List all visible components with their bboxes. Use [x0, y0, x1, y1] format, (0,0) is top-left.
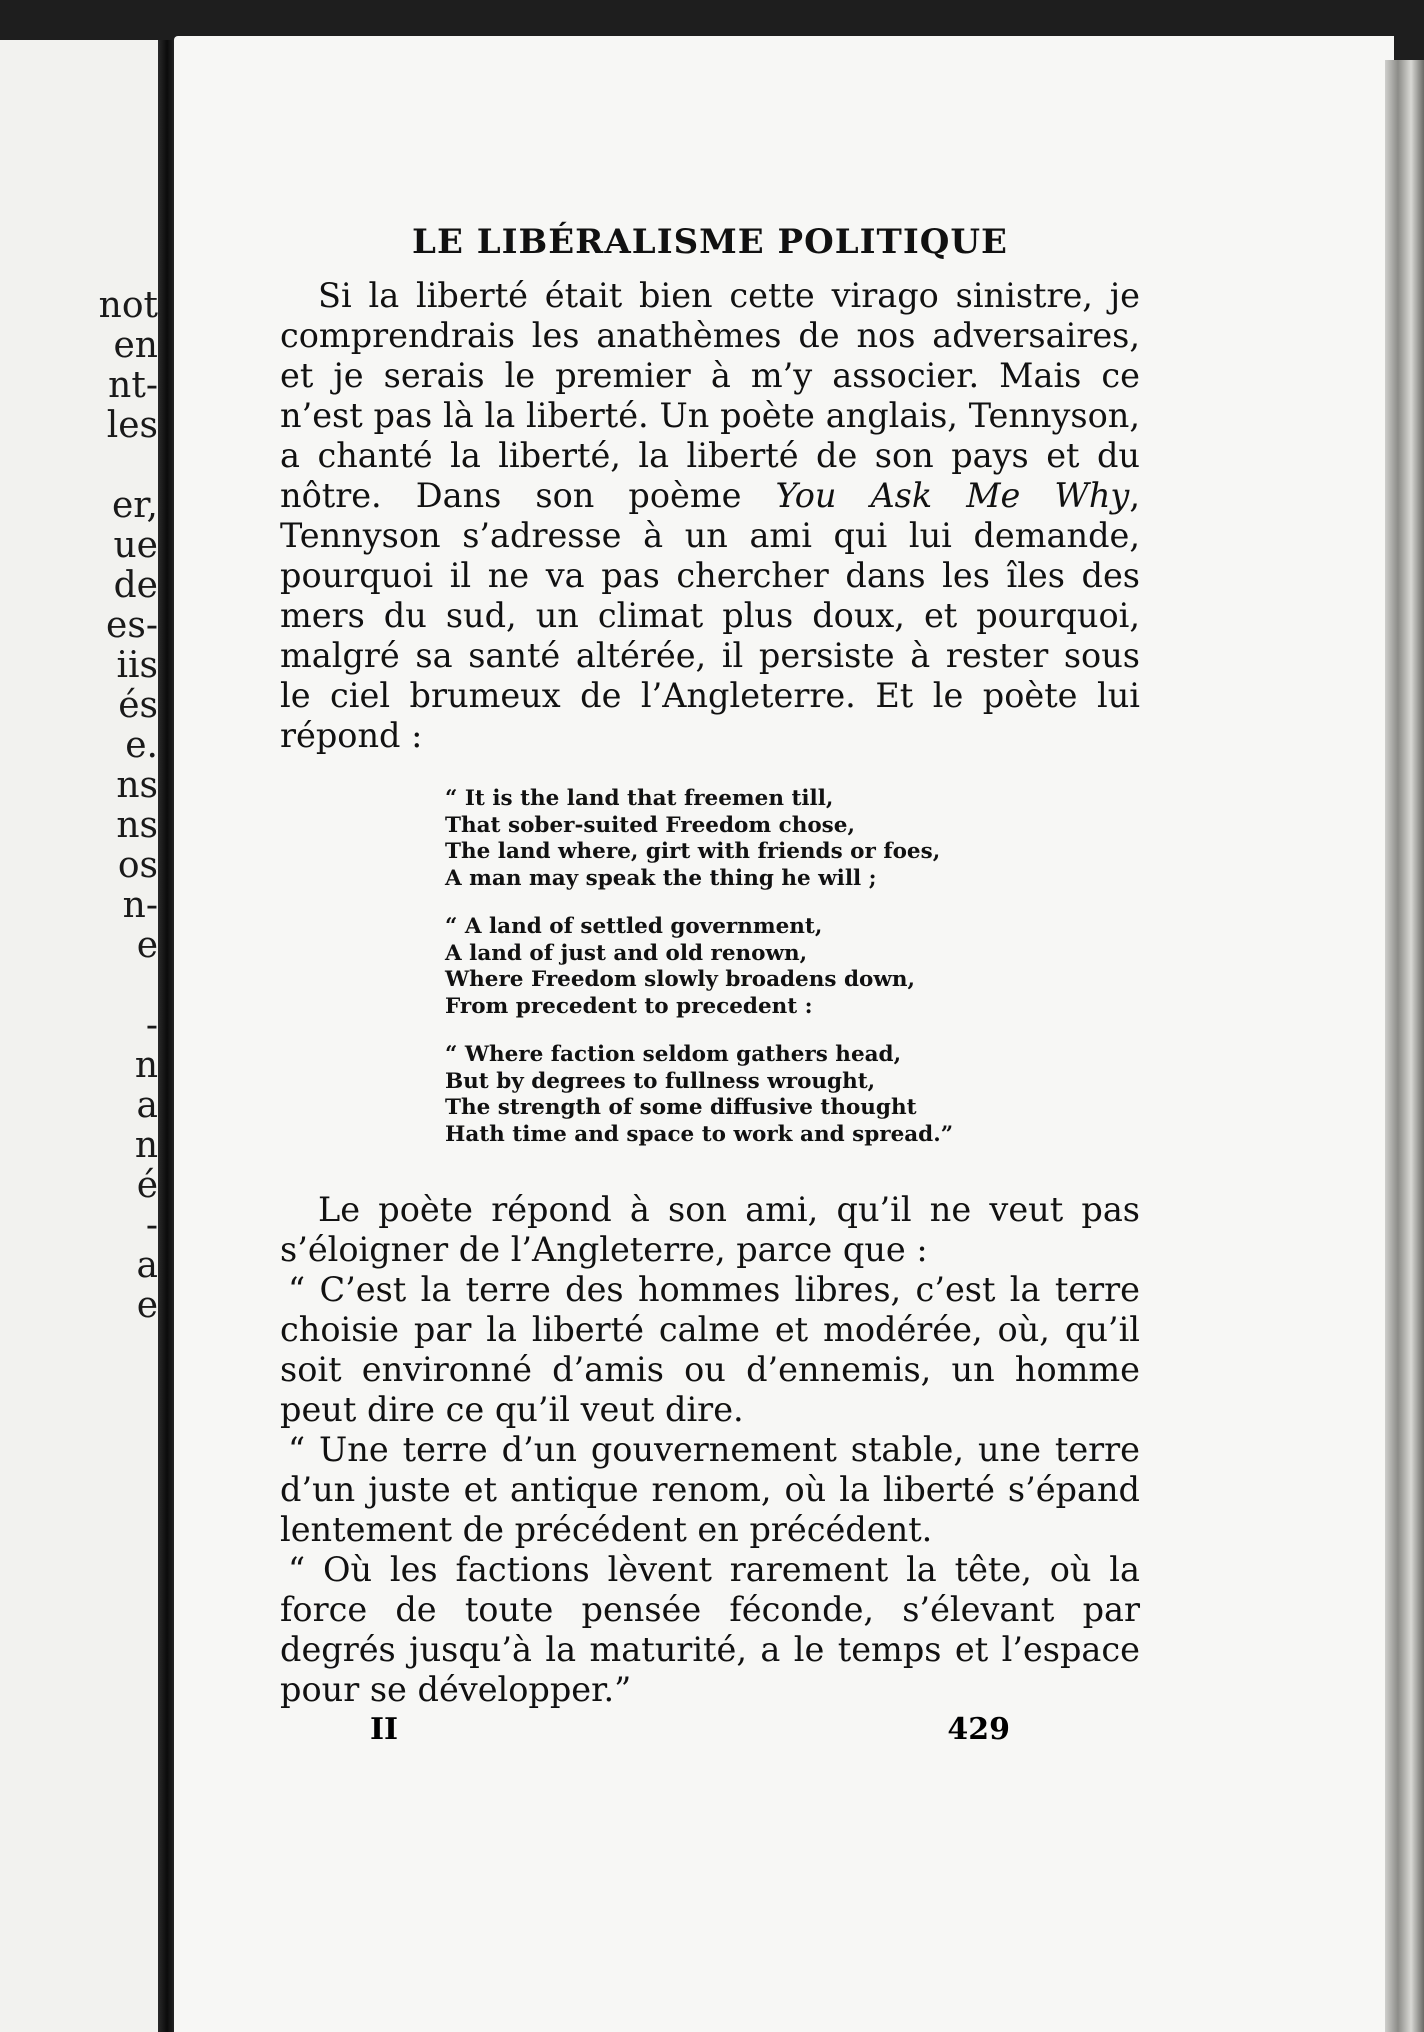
verse-line: “ A land of settled government,	[445, 914, 823, 939]
verse-line: A land of just and old renown,	[445, 940, 808, 966]
prev-page-fragment: ns	[116, 805, 158, 846]
intro-paragraph	[280, 276, 1140, 756]
prev-page-fragment: a	[136, 1245, 158, 1286]
prev-page-fragment: es-	[106, 605, 158, 646]
prev-page-fragment: de	[113, 565, 158, 606]
page-edge	[1385, 60, 1424, 2032]
page-number: 429	[947, 1712, 1010, 1747]
verse-line: But by degrees to fullness wrought,	[445, 1068, 876, 1094]
verse-line: The land where, girt with friends or foes,	[445, 839, 941, 864]
prev-page-fragment: os	[117, 845, 158, 886]
prev-page-fragment: er,	[111, 485, 158, 526]
prev-page-fragment: e.	[125, 725, 158, 766]
verse-line: Hath time and space to work and spread.”	[445, 1121, 954, 1147]
intro-text-part2: , Tennyson s’adresse à un ami qui lui demande, pourquoi il ne va pas chercher dans les îles des mers du sud, un climat plus doux, et pourquoi, malgré sa santé altérée, il persiste à rester sous le ciel brumeux de l’Angleterre. Et le poète lui répond :	[280, 476, 1140, 755]
verse-line: The strength of some diffusive thought	[445, 1095, 917, 1120]
paragraph: “ C’est la terre des hommes libres, c’est la terre choisie par la liberté calme et modérée, où, qu’il soit environné d’amis ou d’ennemis, un homme peut dire ce qu’il veut dire.	[280, 1270, 1140, 1429]
paragraph: “ Une terre d’un gouvernement stable, une terre d’un juste et antique renom, où la liberté s’épand lentement de précédent en précédent.	[280, 1430, 1140, 1549]
prev-page-fragment: -	[145, 1005, 158, 1046]
verse-line: That sober-suited Freedom chose,	[445, 812, 855, 838]
verse-line: A man may speak the thing he will ;	[445, 865, 877, 891]
prev-page-fragment: ue	[113, 525, 158, 566]
verse-line: From precedent to precedent :	[445, 993, 813, 1019]
prev-page-fragment: les	[106, 405, 158, 446]
prev-page-fragment: -	[145, 1205, 158, 1246]
page-content	[280, 200, 1140, 1710]
prev-page-fragment: not	[98, 285, 158, 326]
prev-page-fragment: e	[136, 925, 158, 966]
previous-page	[0, 40, 158, 2032]
prev-page-fragment: e	[136, 1285, 158, 1326]
prev-page-fragment: n-	[122, 885, 158, 926]
verse-stanza	[445, 914, 1140, 1020]
intro-text-part1: Si la liberté était bien cette virago sinistre, je comprendrais les anathèmes de nos adversaires, et je serais le premier à m’y associer. Mais ce n’est pas là la liberté. Un poète anglais, Tennyson, a chanté la liberté, la liberté de son pays et du nôtre. Dans son poème	[280, 276, 1140, 515]
prev-page-fragment: é	[136, 1165, 158, 1206]
prev-page-fragment: en	[113, 325, 158, 366]
prev-page-fragment: nt-	[108, 365, 158, 406]
verse-stanza	[445, 786, 1140, 892]
prev-page-fragment: és	[118, 685, 158, 726]
paragraph: Le poète répond à son ami, qu’il ne veut pas s’éloigner de l’Angleterre, parce que :	[280, 1190, 1140, 1269]
prev-page-fragment: n	[134, 1045, 158, 1086]
signature-mark: II	[370, 1712, 399, 1747]
prev-page-fragment: a	[136, 1085, 158, 1126]
page-title: LE LIBÉRALISME POLITIQUE	[412, 222, 1008, 262]
verse-stanza	[445, 1042, 1140, 1148]
poem-title: You Ask Me Why	[775, 476, 1130, 515]
prev-page-fragment: n	[134, 1125, 158, 1166]
verse-line: “ It is the land that freemen till,	[445, 786, 834, 811]
prev-page-fragment: ns	[116, 765, 158, 806]
quoted-verse	[445, 786, 1140, 1148]
prev-page-fragment: iis	[116, 645, 158, 686]
paragraph: “ Où les factions lèvent rarement la tête, où la force de toute pensée féconde, s’élevant par degrés jusqu’à la maturité, a le temps et l’espace pour se développer.”	[280, 1550, 1140, 1709]
verse-line: Where Freedom slowly broadens down,	[445, 967, 915, 992]
verse-line: “ Where faction seldom gathers head,	[445, 1042, 902, 1067]
